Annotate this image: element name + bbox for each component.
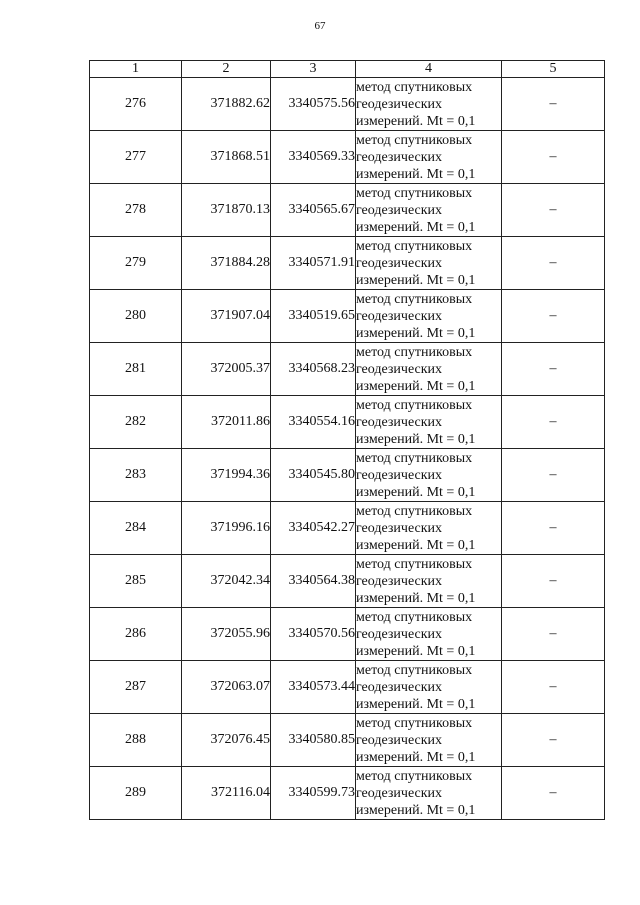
column-5-value: – <box>502 131 605 184</box>
method-description <box>356 78 502 131</box>
point-number: 285 <box>90 555 182 608</box>
header-col-2: 2 <box>182 61 271 78</box>
coordinate-x: 372076.45 <box>182 714 271 767</box>
column-5-value: – <box>502 184 605 237</box>
coordinate-x: 371994.36 <box>182 449 271 502</box>
coordinate-y: 3340542.27 <box>271 502 356 555</box>
coordinate-y: 3340564.38 <box>271 555 356 608</box>
method-line-3: измерений. Mt = 0,1 <box>356 537 476 553</box>
point-number: 289 <box>90 767 182 820</box>
point-number: 286 <box>90 608 182 661</box>
table-row <box>90 131 605 184</box>
method-line-3: измерений. Mt = 0,1 <box>356 643 476 659</box>
coordinate-x: 372063.07 <box>182 661 271 714</box>
header-col-5: 5 <box>502 61 605 78</box>
column-5-value: – <box>502 608 605 661</box>
page-number: 67 <box>314 20 326 32</box>
column-5-value: – <box>502 449 605 502</box>
point-number: 287 <box>90 661 182 714</box>
table-row <box>90 502 605 555</box>
coordinate-y: 3340568.23 <box>271 343 356 396</box>
method-line-3: измерений. Mt = 0,1 <box>356 166 476 182</box>
method-description <box>356 237 502 290</box>
method-line-3: измерений. Mt = 0,1 <box>356 325 476 341</box>
method-line-2: геодезических <box>356 573 443 589</box>
method-description <box>356 608 502 661</box>
column-5-value: – <box>502 237 605 290</box>
point-number: 277 <box>90 131 182 184</box>
method-description <box>356 767 502 820</box>
column-5-value: – <box>502 290 605 343</box>
method-line-3: измерений. Mt = 0,1 <box>356 113 476 129</box>
table-row <box>90 555 605 608</box>
method-line-1: метод спутниковых <box>356 768 473 784</box>
point-number: 288 <box>90 714 182 767</box>
table-row <box>90 290 605 343</box>
header-col-1: 1 <box>90 61 182 78</box>
column-5-value: – <box>502 502 605 555</box>
table-row <box>90 608 605 661</box>
method-line-3: измерений. Mt = 0,1 <box>356 431 476 447</box>
method-line-3: измерений. Mt = 0,1 <box>356 590 476 606</box>
coordinate-y: 3340573.44 <box>271 661 356 714</box>
method-line-2: геодезических <box>356 202 443 218</box>
method-line-1: метод спутниковых <box>356 238 473 254</box>
method-line-1: метод спутниковых <box>356 715 473 731</box>
coordinate-x: 371870.13 <box>182 184 271 237</box>
coordinate-y: 3340571.91 <box>271 237 356 290</box>
method-description <box>356 449 502 502</box>
column-5-value: – <box>502 555 605 608</box>
coordinates-table <box>89 60 605 820</box>
coordinate-x: 371882.62 <box>182 78 271 131</box>
method-line-1: метод спутниковых <box>356 503 473 519</box>
table-body <box>90 78 605 820</box>
coordinate-y: 3340569.33 <box>271 131 356 184</box>
method-description <box>356 290 502 343</box>
table-row <box>90 237 605 290</box>
header-col-4: 4 <box>356 61 502 78</box>
table-row <box>90 78 605 131</box>
coordinate-y: 3340570.56 <box>271 608 356 661</box>
table-row <box>90 343 605 396</box>
method-description <box>356 555 502 608</box>
coordinate-x: 372042.34 <box>182 555 271 608</box>
method-line-2: геодезических <box>356 149 443 165</box>
method-description <box>356 661 502 714</box>
method-line-2: геодезических <box>356 414 443 430</box>
method-line-2: геодезических <box>356 467 443 483</box>
table-header <box>90 61 605 78</box>
method-description <box>356 714 502 767</box>
coordinate-x: 372055.96 <box>182 608 271 661</box>
method-line-3: измерений. Mt = 0,1 <box>356 696 476 712</box>
point-number: 281 <box>90 343 182 396</box>
header-col-3: 3 <box>271 61 356 78</box>
column-5-value: – <box>502 767 605 820</box>
table-row <box>90 661 605 714</box>
method-line-3: измерений. Mt = 0,1 <box>356 272 476 288</box>
method-line-2: геодезических <box>356 626 443 642</box>
method-line-1: метод спутниковых <box>356 185 473 201</box>
coordinate-x: 371884.28 <box>182 237 271 290</box>
method-line-2: геодезических <box>356 96 443 112</box>
point-number: 279 <box>90 237 182 290</box>
column-5-value: – <box>502 661 605 714</box>
method-line-1: метод спутниковых <box>356 556 473 572</box>
method-line-2: геодезических <box>356 361 443 377</box>
point-number: 284 <box>90 502 182 555</box>
column-5-value: – <box>502 714 605 767</box>
coordinate-y: 3340575.56 <box>271 78 356 131</box>
point-number: 283 <box>90 449 182 502</box>
method-line-3: измерений. Mt = 0,1 <box>356 749 476 765</box>
coordinate-x: 371996.16 <box>182 502 271 555</box>
method-line-3: измерений. Mt = 0,1 <box>356 219 476 235</box>
method-line-2: геодезических <box>356 679 443 695</box>
method-line-1: метод спутниковых <box>356 291 473 307</box>
point-number: 280 <box>90 290 182 343</box>
method-line-1: метод спутниковых <box>356 662 473 678</box>
method-description <box>356 131 502 184</box>
method-line-1: метод спутниковых <box>356 397 473 413</box>
method-line-1: метод спутниковых <box>356 450 473 466</box>
coordinate-y: 3340599.73 <box>271 767 356 820</box>
table-row <box>90 184 605 237</box>
method-line-1: метод спутниковых <box>356 132 473 148</box>
method-line-1: метод спутниковых <box>356 344 473 360</box>
table-row <box>90 767 605 820</box>
point-number: 278 <box>90 184 182 237</box>
column-5-value: – <box>502 78 605 131</box>
table-row <box>90 396 605 449</box>
coordinate-x: 372011.86 <box>182 396 271 449</box>
method-line-2: геодезических <box>356 520 443 536</box>
method-line-2: геодезических <box>356 732 443 748</box>
coordinate-y: 3340519.65 <box>271 290 356 343</box>
column-5-value: – <box>502 343 605 396</box>
method-line-1: метод спутниковых <box>356 79 473 95</box>
coordinate-x: 371868.51 <box>182 131 271 184</box>
coordinate-x: 371907.04 <box>182 290 271 343</box>
coordinate-y: 3340545.80 <box>271 449 356 502</box>
method-line-1: метод спутниковых <box>356 609 473 625</box>
coordinate-y: 3340580.85 <box>271 714 356 767</box>
table-row <box>90 714 605 767</box>
method-line-2: геодезических <box>356 785 443 801</box>
coordinate-y: 3340565.67 <box>271 184 356 237</box>
point-number: 282 <box>90 396 182 449</box>
method-description <box>356 343 502 396</box>
column-5-value: – <box>502 396 605 449</box>
header-row <box>90 61 605 78</box>
method-line-3: измерений. Mt = 0,1 <box>356 378 476 394</box>
method-line-3: измерений. Mt = 0,1 <box>356 802 476 818</box>
table-row <box>90 449 605 502</box>
method-description <box>356 184 502 237</box>
method-line-2: геодезических <box>356 255 443 271</box>
coordinate-x: 372005.37 <box>182 343 271 396</box>
coordinate-y: 3340554.16 <box>271 396 356 449</box>
method-line-2: геодезических <box>356 308 443 324</box>
method-line-3: измерений. Mt = 0,1 <box>356 484 476 500</box>
coordinate-x: 372116.04 <box>182 767 271 820</box>
method-description <box>356 396 502 449</box>
method-description <box>356 502 502 555</box>
point-number: 276 <box>90 78 182 131</box>
